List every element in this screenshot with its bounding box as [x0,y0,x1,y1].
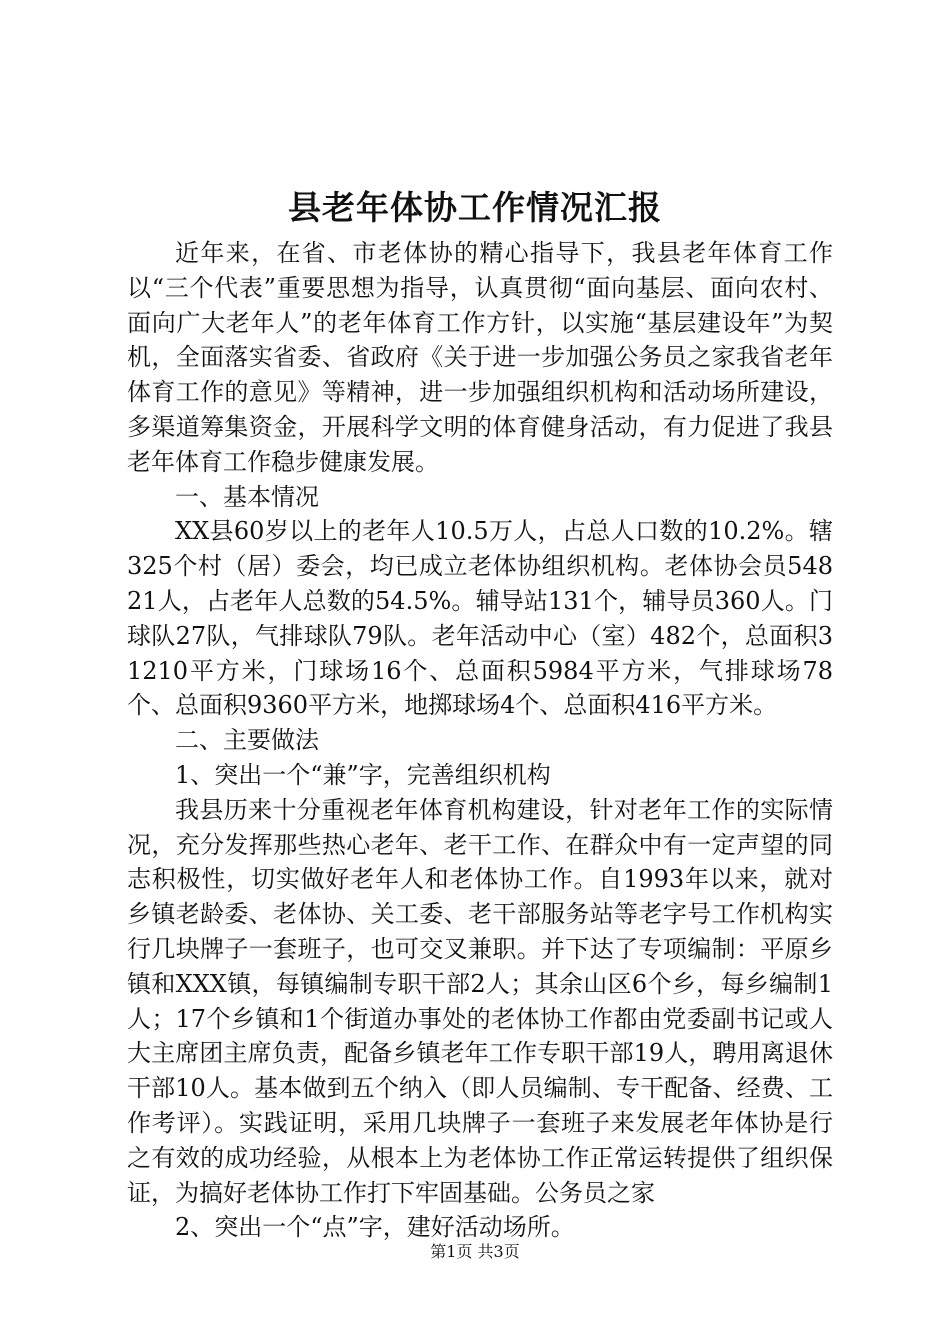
basic-situation-paragraph: XX县60岁以上的老年人10.5万人，占总人口数的10.2%。辖325个村（居）委会，均已成立老体协组织机构。老体协会员54821人，占老年人总数的54.5%。辅导站131个，辅导员360人。门球队27队，气排球队79队。老年活动中心（室）482个，总面积31210平方米，门球场16个、总面积5984平方米，气排球场78个、总面积9360平方米，地掷球场4个、总面积416平方米。 [127,517,833,720]
section-heading-main-practices: 二、主要做法 [175,726,319,755]
subheading-activity-venues: 2、突出一个“点”字，建好活动场所。 [175,1213,575,1242]
document-body [127,236,833,1245]
organization-paragraph: 我县历来十分重视老年体育机构建设，针对老年工作的实际情况，充分发挥那些热心老年、老干工作、在群众中有一定声望的同志积极性，切实做好老年人和老体协工作。自1993年以来，就对乡镇老龄委、老体协、关工委、老干部服务站等老字号工作机构实行几块牌子一套班子，也可交叉兼职。并下达了专项编制：平原乡镇和XXX镇，每镇编制专职干部2人；其余山区6个乡，每乡编制1人；17个乡镇和1个街道办事处的老体协工作都由党委副书记或人大主席团主席负责，配备乡镇老年工作专职干部19人，聘用离退休干部10人。基本做到五个纳入（即人员编制、专干配备、经费、工作考评）。实践证明，采用几块牌子一套班子来发展老年体协是行之有效的成功经验，从根本上为老体协工作正常运转提供了组织保证，为搞好老体协工作打下牢固基础。公务员之家 [127,795,833,1207]
subheading-organization: 1、突出一个“兼”字，完善组织机构 [175,760,551,789]
page-number-footer: 第1页 共3页 [430,1242,520,1261]
section-heading-basic-situation: 一、基本情况 [175,482,319,511]
intro-paragraph: 近年来，在省、市老体协的精心指导下，我县老年体育工作以“三个代表”重要思想为指导，认真贯彻“面向基层、面向农村、面向广大老年人”的老年体育工作方针，以实施“基层建设年”为契机，全面落实省委、省政府《关于进一步加强公务员之家我省老年体育工作的意见》等精神，进一步加强组织机构和活动场所建设，多渠道筹集资金，开展科学文明的体育健身活动，有力促进了我县老年体育工作稳步健康发展。 [127,239,833,476]
document-title: 县老年体协工作情况汇报 [288,188,662,227]
